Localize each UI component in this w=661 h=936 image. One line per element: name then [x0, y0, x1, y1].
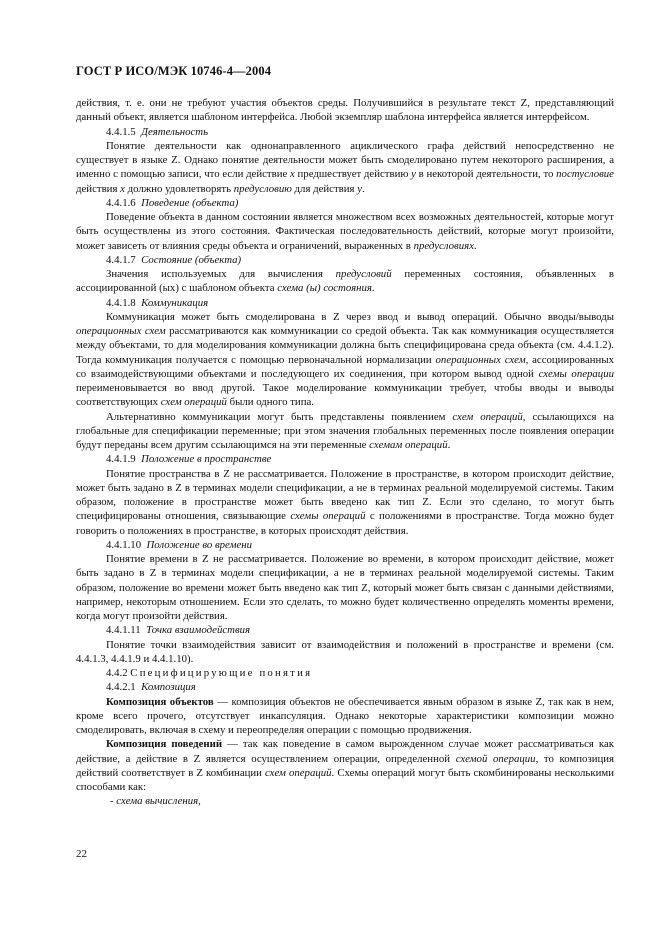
paragraph-behaviour: Поведение объекта в данном состоянии является множеством всех возможных деятельностей, которые могут быть осуществлены из этого состояния. Фактическая последовательность действий, которые могут произойти, может зависеть от влияния среды объекта и ограничений, выраженных в предусловиях.: [76, 211, 614, 252]
paragraph-location-time: Понятие времени в Z не рассматривается. Положение во времени, в котором происходит действие, может быть задано в Z в терминах модели спецификации, а не в терминах реальной моделируемой системы. Таким образом, положение во времени может быть введено как тип Z, который может быть связан с данными действиями, например, некоторым отношением. Если это сделать, то можно будет количественно определять моменты времени, когда могут произойти действия.: [76, 553, 614, 622]
section-heading-4416: 4.4.1.6 Поведение (объекта): [106, 196, 239, 209]
paragraph-communication-1: Коммуникация может быть смоделирована в Z через ввод и вывод операций. Обычно вводы/выводы операционных схем рассматриваются как коммуникации со средой объекта. Так как коммуникация осуществляется между объектами, то для моделирования коммуникации должна быть специфицирована среда объекта (см. 4.4.1.2). Тогда коммуникация получается с помощью первоначальной нормализации операционных схем, ассоциированных со взаимодействующими объектами и последующего их соединения, при котором вывод одной схемы операции переименовывается во ввод другой. Такое моделирование коммуникации требует, чтобы вводы и выводы соответствующих схем операций были одного типа.: [76, 310, 615, 409]
paragraph-activity: Понятие деятельности как однонаправленного ациклического графа действий непосредственно не существует в языке Z. Однако понятие деятельности может быть смоделировано путем некоторого расширения, а именно с помощью записи, что если действие x предшествует действию y в некоторой деятельности, то постусловие действия x должно удовлетворять предусловию для действия y.: [76, 139, 614, 195]
page-number: 22: [76, 848, 87, 860]
section-heading-442: 4.4.2 Специфицирующие понятия: [106, 667, 313, 679]
paragraph-continued: действия, т. е. они не требуют участия объектов среды. Получившийся в результате текст Z, представляющий данный объект, является шаблоном интерфейса. Любой экземпляр шаблона интерфейса является интерфейсом.: [76, 97, 614, 124]
paragraph-state: Значения используемых для вычисления предусловий переменных состояния, объявленных в ассоциированной (ых) с шаблоном объекта схема (ы) состояния.: [76, 268, 614, 295]
document-body: [76, 96, 614, 809]
paragraph-location-space: Понятие пространства в Z не рассматривается. Положение в пространстве, в котором происходит действие, может быть задано в Z в терминах модели спецификации, а не в терминах реальной моделируемой системы. Таким образом, положение в пространстве может быть введено как тип Z. Если это сделано, то могут быть специфицированы отношения, связывающие схемы операций с положениями в пространстве. Тогда можно будет говорить о положениях в пространстве, в которых происходят действия.: [76, 467, 614, 537]
list-item: - схема вычисления,: [110, 795, 201, 808]
section-heading-44111: 4.4.1.11 Точка взаимодействия: [106, 624, 251, 637]
section-heading-44110: 4.4.1.10 Положение во времени: [106, 538, 253, 551]
section-heading-4419: 4.4.1.9 Положение в пространстве: [106, 453, 272, 466]
paragraph-communication-2: Альтернативно коммуникации могут быть представлены появлением схем операций, ссылающихся на глобальные для спецификации переменные; при этом значения глобальных переменных после появления операции будут переданы всем другим ссылающимся на эти переменные схемам операций.: [76, 410, 614, 451]
section-heading-4418: 4.4.1.8 Коммуникация: [106, 296, 209, 309]
paragraph-behaviour-composition: Композиция поведений — так как поведение в самом вырожденном случае может рассматриваться как действие, а действие в Z является осуществлением операции, определенной схемой операции, то композиция действий соответствует в Z комбинации схем операций. Схемы операций могут быть скомбинированы несколькими способами как:: [76, 738, 615, 793]
paragraph-object-composition: Композиция объектов — композиция объектов не обеспечивается явным образом в языке Z, так как в нем, кроме всего прочего, отсутствует инкапсуляция. Однако некоторые характеристики композиции можно смоделировать, включая в схему и переопределяя операции с помощью продвижения.: [76, 695, 614, 736]
section-heading-4415: 4.4.1.5 Деятельность: [106, 125, 208, 138]
section-heading-4417: 4.4.1.7 Состояние (объекта): [106, 253, 242, 266]
document-header: ГОСТ Р ИСО/МЭК 10746-4—2004: [76, 64, 272, 78]
paragraph-interaction-point: Понятие точки взаимодействия зависит от взаимодействия и положений в пространстве и времени (см. 4.4.1.3, 4.4.1.9 и 4.4.1.10).: [76, 638, 614, 665]
section-heading-4421: 4.4.2.1 Композиция: [106, 681, 196, 694]
